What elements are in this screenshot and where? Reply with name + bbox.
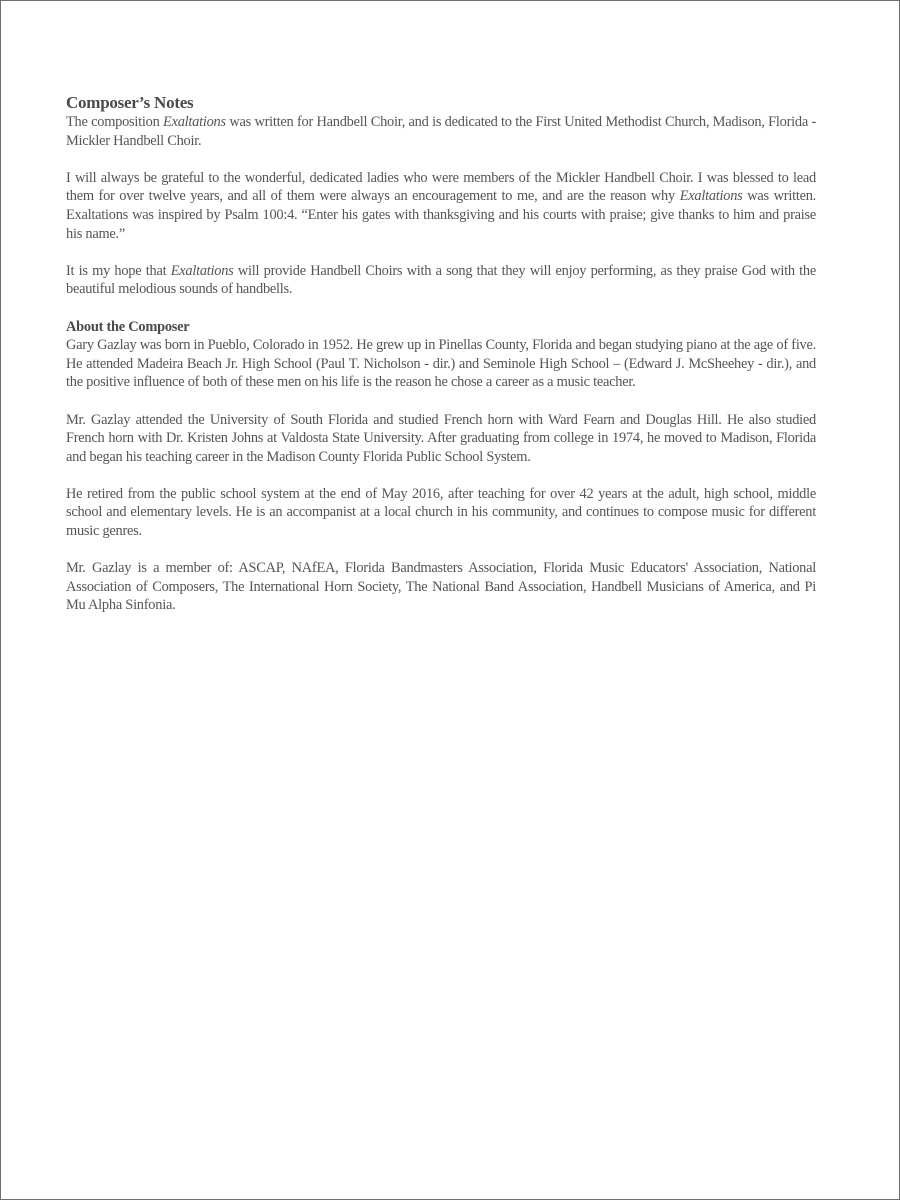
about-paragraph-4: Mr. Gazlay is a member of: ASCAP, NAfEA, Florida Bandmasters Association, Florida Music Educators' Association, National Association of Composers, The International Horn Society, The National Band Association, Handbell Musicians of America, and Pi Mu Alpha Sinfonia. (66, 560, 816, 614)
about-paragraph-3: He retired from the public school system at the end of May 2016, after teaching for over 42 years at the adult, high school, middle school and elementary levels. He is an accompanist at a local church in his community, and continues to compose music for different music genres. (66, 485, 816, 540)
notes-paragraph-1 (66, 113, 816, 150)
notes-p3-pre: It is my hope that (66, 262, 171, 279)
notes-p1-post: was written for Handbell Choir, and is dedicated to the First United Methodist Church, Madison, Florida - Mickler Handbell Choir. (66, 114, 816, 149)
about-composer-heading: About the Composer (66, 318, 190, 335)
notes-paragraph-2 (66, 169, 816, 243)
notes-p3-title: Exaltations (170, 262, 234, 279)
notes-p2-post: was written. Exaltations was inspired by Psalm 100:4. “Enter his gates with thanksgiving and his courts with praise; give thanks to him and praise his name.” (66, 188, 817, 242)
notes-p3-post: will provide Handbell Choirs with a song that they will enjoy performing, as they praise God with the beautiful melodious sounds of handbells. (66, 262, 816, 298)
notes-p2-pre: I will always be grateful to the wonderful, dedicated ladies who were members of the Mickler Handbell Choir. I was blessed to lead them for over twelve years, and all of them were always an encouragement to me, and are the reason why (66, 169, 816, 205)
about-paragraph-2: Mr. Gazlay attended the University of South Florida and studied French horn with Ward Fearn and Douglas Hill. He also studied French horn with Dr. Kristen Johns at Valdosta State University. After graduating from college in 1974, he moved to Madison, Florida and began his teaching career in the Madison County Florida Public School System. (66, 411, 816, 465)
notes-p1-title: Exaltations (163, 114, 226, 130)
about-paragraph-1: Gary Gazlay was born in Pueblo, Colorado in 1952. He grew up in Pinellas County, Florida and began studying piano at the age of five. He attended Madeira Beach Jr. High School (Paul T. Nicholson - dir.) and Seminole High School – (Edward J. McSheehey - dir.), and the positive influence of both of these men on his life is the reason he chose a career as a music teacher. (66, 337, 816, 391)
notes-p2-title: Exaltations (679, 188, 743, 205)
document-body (66, 93, 816, 634)
composers-notes-heading: Composer’s Notes (66, 93, 194, 112)
notes-paragraph-3 (66, 262, 816, 299)
notes-p1-pre: The composition (66, 114, 164, 130)
